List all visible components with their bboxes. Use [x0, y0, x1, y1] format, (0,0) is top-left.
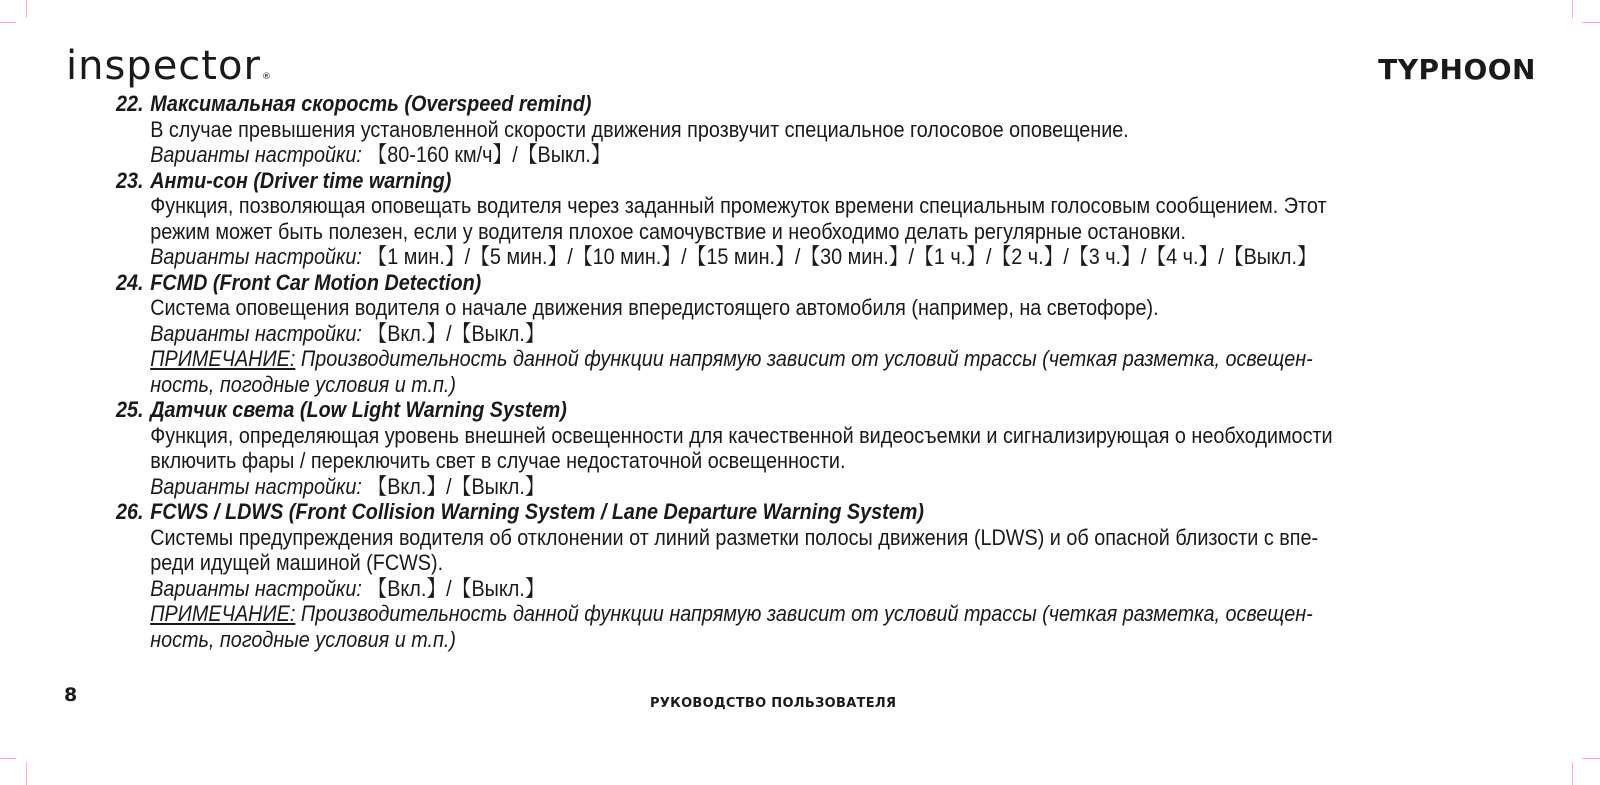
crop-mark — [0, 22, 16, 23]
section-title-text: Датчик света (Low Light Warning System) — [150, 397, 567, 422]
section-26 — [116, 499, 1394, 652]
note-label: ПРИМЕЧАНИЕ: — [150, 601, 296, 626]
section-number: 26. — [116, 499, 144, 524]
body-line: Система оповещения водителя о начале движения впередистоящего автомобиля (например, на светофоре). — [150, 295, 1159, 320]
note-line — [150, 346, 1394, 372]
section-number: 22. — [116, 91, 144, 116]
note-line — [150, 627, 1394, 653]
options-line — [150, 576, 1394, 602]
note-text: ность, погодные условия и т.п.) — [150, 626, 456, 652]
options-label: Варианты настройки: — [150, 142, 362, 167]
options-label: Варианты настройки: — [150, 575, 362, 601]
section-number: 23. — [116, 167, 144, 193]
registered-mark: ® — [261, 72, 272, 82]
section-title — [116, 91, 1394, 117]
section-title-text: FCMD (Front Car Motion Detection) — [150, 269, 482, 295]
body-line: Системы предупреждения водителя об отклонении от линий разметки полосы движения (LDWS) и об опасной близости с впе- — [150, 524, 1319, 550]
body-line: включить фары / переключить свет в случае недостаточной освещенности. — [150, 448, 846, 473]
options-label: Варианты настройки: — [150, 320, 362, 346]
page-number: 8 — [64, 684, 78, 706]
brand-logo-text: inspector — [66, 43, 261, 89]
section-body — [116, 193, 1394, 270]
section-title — [116, 397, 1394, 423]
options-value: 【80-160 км/ч】/【Выкл.】 — [367, 142, 611, 167]
options-value: 【Вкл.】/【Выкл.】 — [367, 575, 545, 601]
note-text: Производительность данной функции напрямую зависит от условий трассы (четкая разметка, освещен- — [300, 601, 1313, 626]
section-number: 25. — [116, 397, 144, 422]
section-body — [116, 423, 1394, 500]
options-label: Варианты настройки: — [150, 244, 362, 269]
section-title — [116, 270, 1394, 296]
section-number: 24. — [116, 269, 144, 295]
options-line — [150, 474, 1394, 500]
body-line: режим может быть полезен, если у водителя плохое самочувствие и необходимо делать регулярные остановки. — [150, 218, 1186, 244]
footer-title: РУКОВОДСТВО ПОЛЬЗОВАТЕЛЯ — [650, 696, 897, 711]
section-title-text: FCWS / LDWS (Front Collision Warning System / Lane Departure Warning System) — [150, 499, 924, 524]
note-label: ПРИМЕЧАНИЕ: — [150, 346, 296, 371]
section-title-text: Максимальная скорость (Overspeed remind) — [150, 91, 592, 116]
crop-mark — [1582, 758, 1600, 759]
note-text: ность, погодные условия и т.п.) — [150, 371, 456, 397]
options-line — [150, 321, 1394, 347]
section-23 — [116, 168, 1394, 270]
crop-mark — [1572, 0, 1573, 18]
section-22 — [116, 91, 1394, 168]
options-line — [150, 142, 1394, 168]
note-text: Производительность данной функции напрямую зависит от условий трассы (четкая разметка, освещен- — [300, 346, 1313, 371]
options-value: 【Вкл.】/【Выкл.】 — [367, 320, 545, 346]
crop-mark — [1582, 22, 1600, 23]
section-body — [116, 295, 1394, 397]
body-line: Функция, позволяющая оповещать водителя через заданный промежуток времени специальным голосовым сообщением. Этот — [150, 193, 1327, 218]
crop-mark — [0, 758, 16, 759]
options-value: 【Вкл.】/【Выкл.】 — [367, 473, 545, 499]
note-line — [150, 372, 1394, 398]
crop-mark — [26, 762, 27, 785]
body-line: реди идущей машиной (FCWS). — [150, 550, 444, 575]
note-line — [150, 601, 1394, 627]
crop-mark — [1572, 762, 1573, 785]
manual-content — [116, 91, 1394, 652]
crop-mark — [26, 0, 27, 18]
section-25 — [116, 397, 1394, 499]
section-title — [116, 168, 1394, 194]
section-body — [116, 117, 1394, 168]
section-24 — [116, 270, 1394, 398]
options-line — [150, 244, 1394, 270]
body-line: Функция, определяющая уровень внешней освещенности для качественной видеосъемки и сигнализирующая о необходимости — [150, 422, 1333, 448]
section-title-text: Анти-сон (Driver time warning) — [150, 167, 452, 193]
section-title — [116, 499, 1394, 525]
body-line: В случае превышения установленной скорости движения прозвучит специальное голосовое оповещение. — [150, 116, 1129, 142]
options-value: 【1 мин.】/【5 мин.】/【10 мин.】/【15 мин.】/【30 мин.】/【1 ч.】/【2 ч.】/【3 ч.】/【4 ч.】/【Выкл.】 — [367, 244, 1317, 269]
options-label: Варианты настройки: — [150, 473, 362, 499]
section-body — [116, 525, 1394, 653]
model-name: TYPHOON — [1378, 53, 1536, 86]
